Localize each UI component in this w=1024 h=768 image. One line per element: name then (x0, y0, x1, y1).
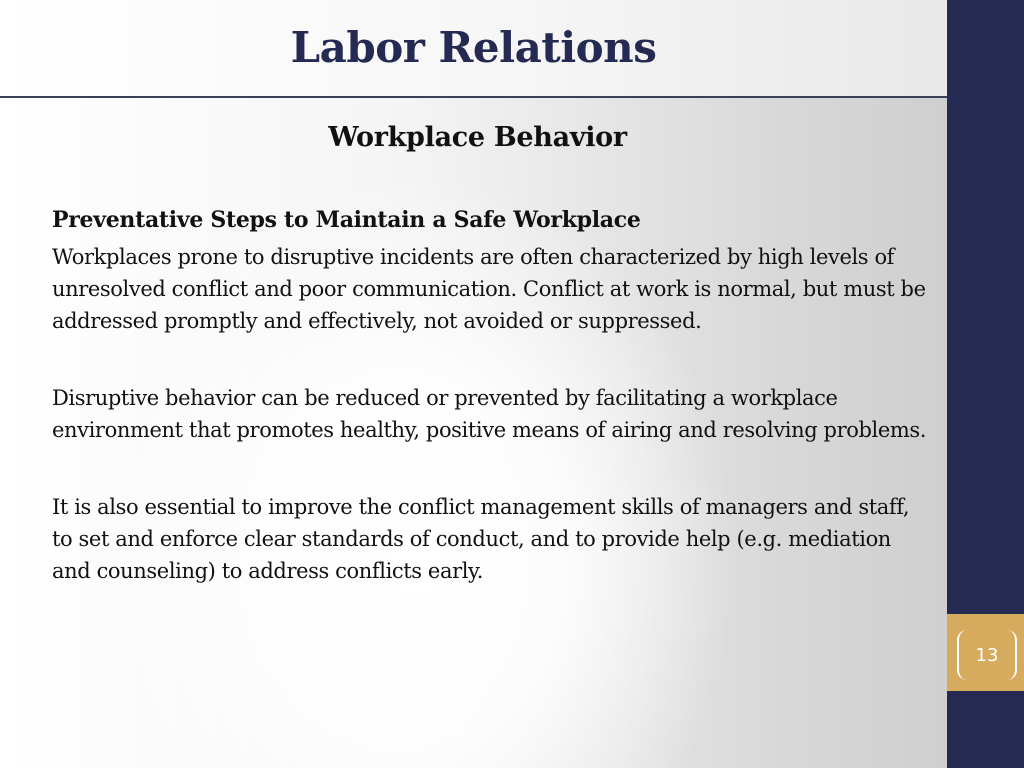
page-number: 13 (975, 645, 999, 666)
slide-title: Labor Relations (290, 23, 657, 72)
slide-body (52, 203, 932, 587)
section-heading: Preventative Steps to Maintain a Safe Workplace (52, 207, 641, 233)
body-paragraph: Disruptive behavior can be reduced or prevented by facilitating a workplace environment that promotes healthy, positive means of airing and resolving problems. (52, 386, 927, 442)
body-paragraph: It is also essential to improve the conflict management skills of managers and staff, to set and enforce clear standards of conduct, and to provide help (e.g. mediation and counseling) to address conflicts early. (52, 495, 910, 583)
slide-subtitle: Workplace Behavior (328, 122, 627, 153)
body-paragraph: Workplaces prone to disruptive incidents are often characterized by high levels of unresolved conflict and poor communication. Conflict at work is normal, but must be addressed promptly and effectively, not avoided or suppressed. (52, 245, 926, 333)
title-divider (0, 96, 1024, 98)
